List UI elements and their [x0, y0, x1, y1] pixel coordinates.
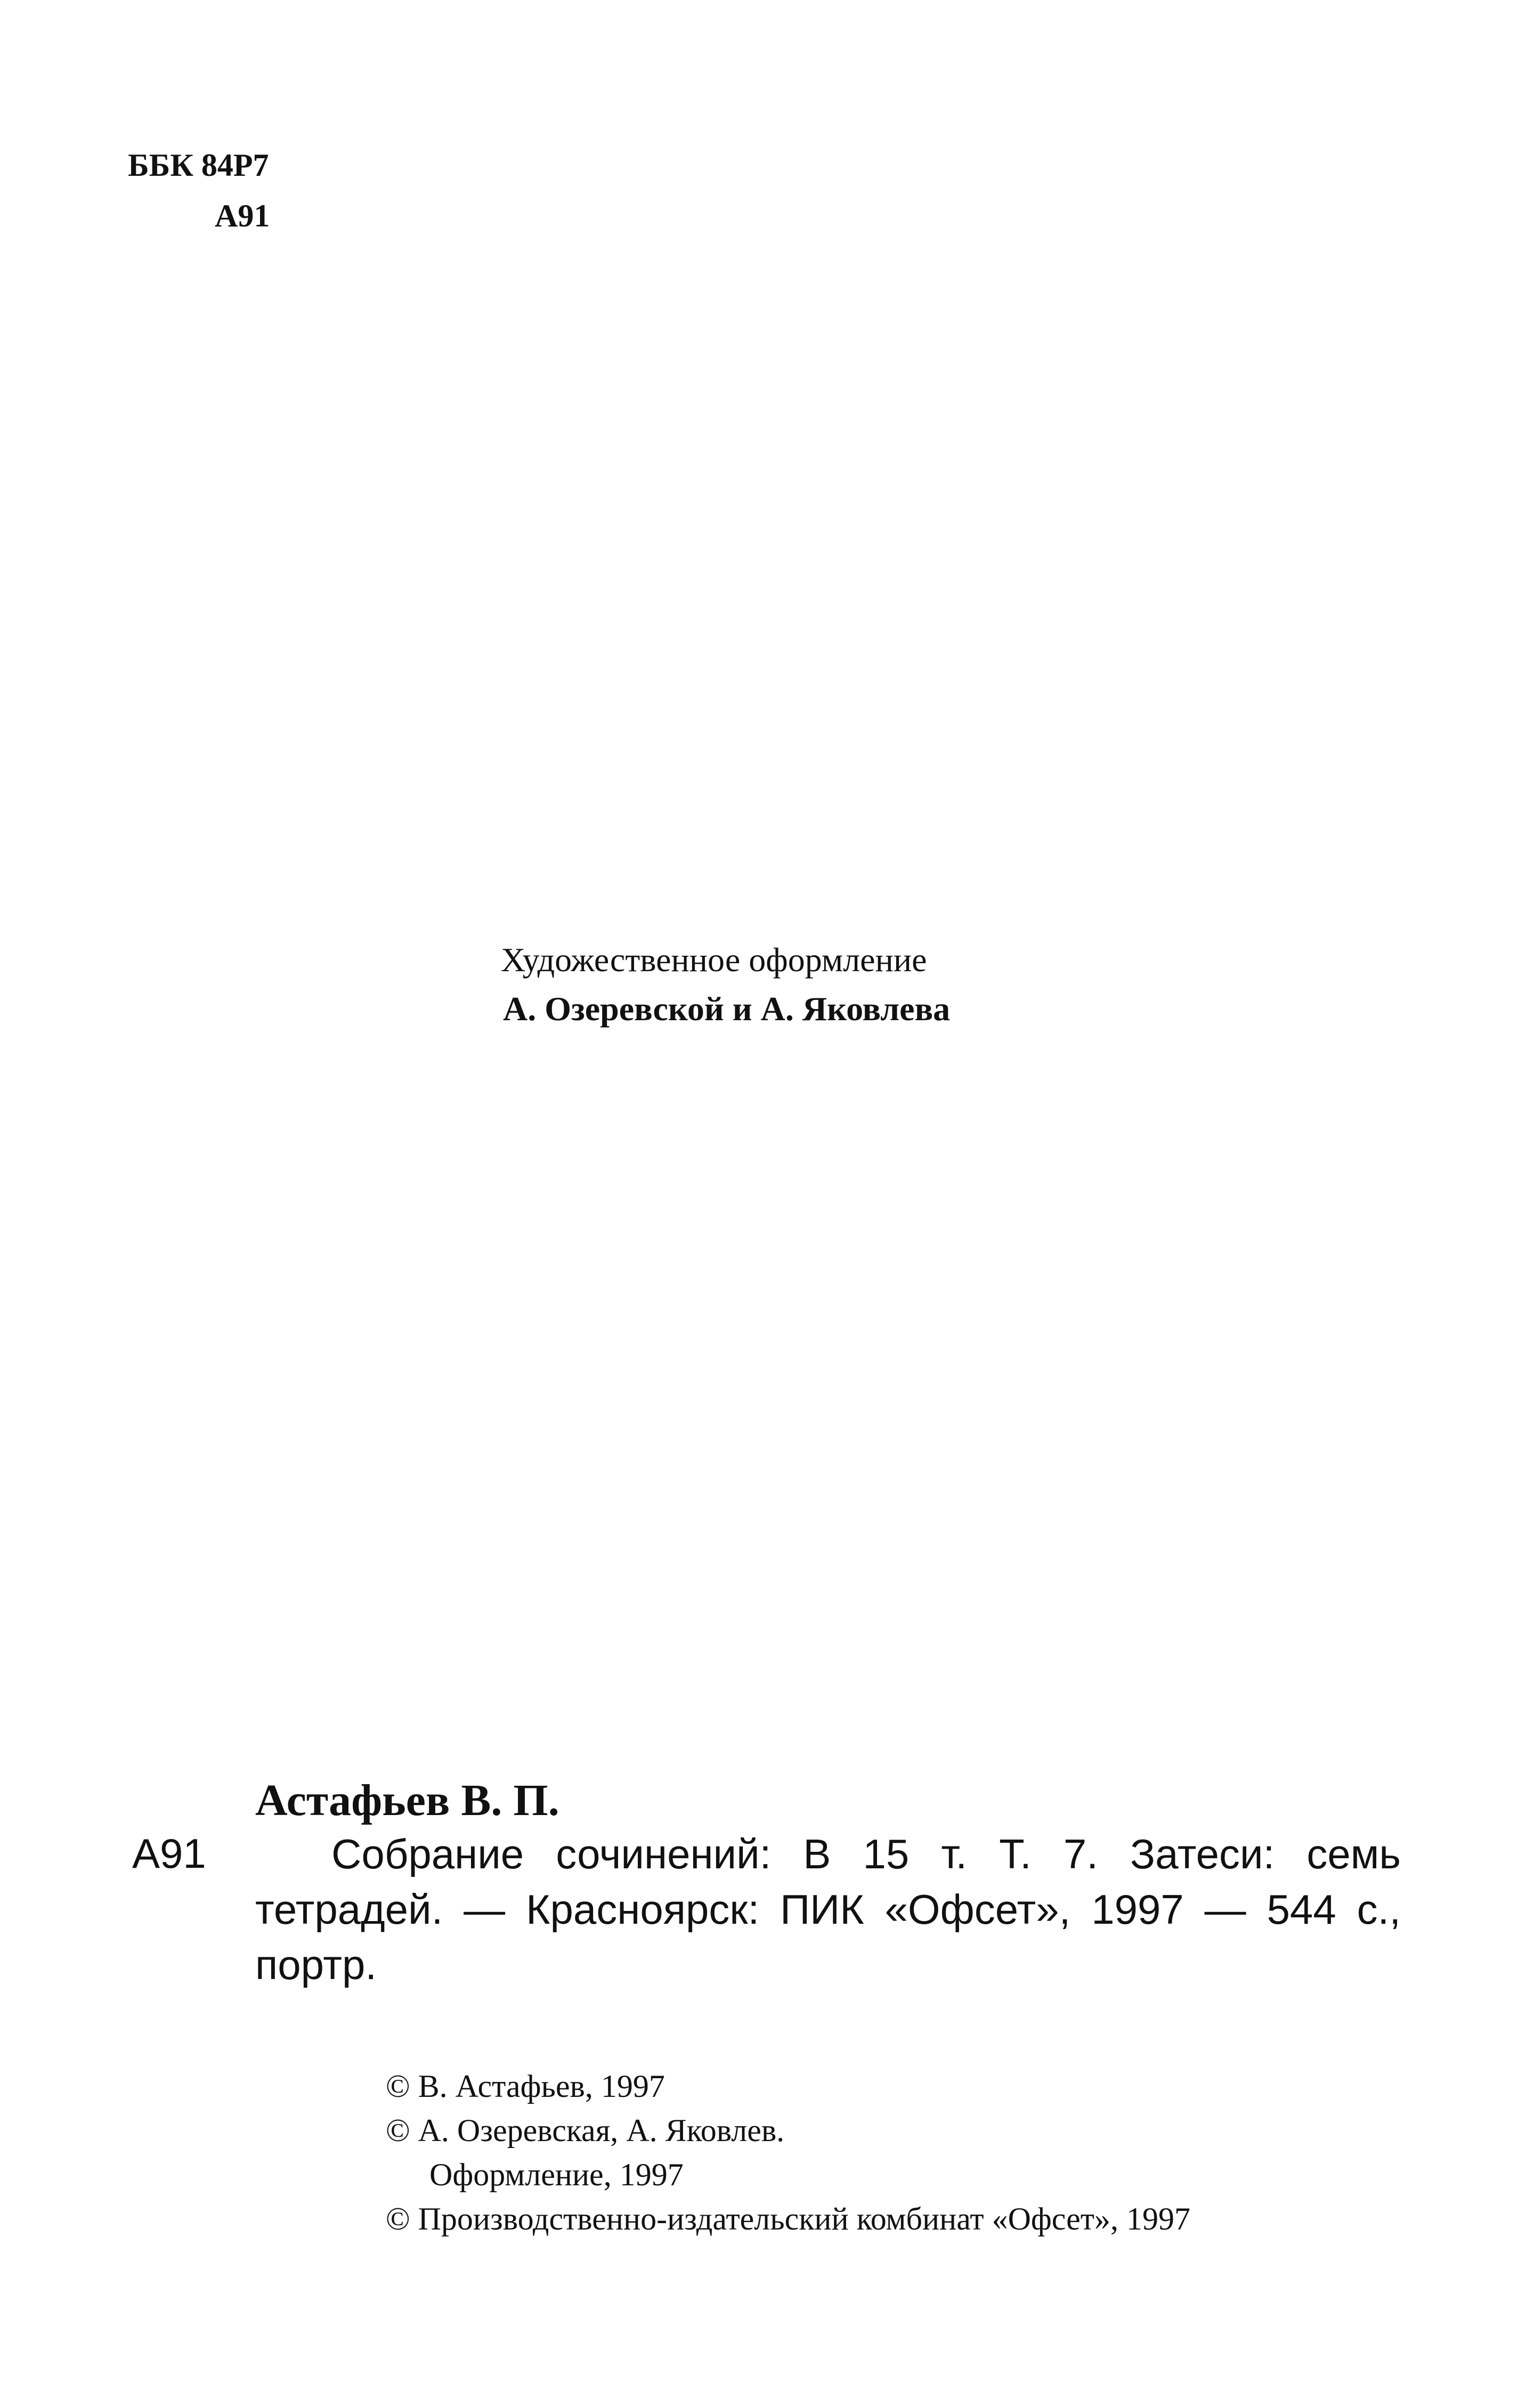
copyright-block: [386, 2064, 1190, 2241]
copyright-designers-subject: Оформление, 1997: [429, 2157, 684, 2192]
catalog-card-author: Астафьев В. П.: [255, 1776, 559, 1825]
bbk-author-mark: А91: [215, 198, 270, 233]
copyright-publisher: © Производственно-издательский комбинат «Офсет», 1997: [386, 2201, 1190, 2236]
design-credit-label: Художественное оформление: [501, 941, 927, 979]
bbk-code: ББК 84Р7: [128, 148, 269, 183]
copyright-author: © В. Астафьев, 1997: [386, 2069, 665, 2104]
catalog-card-description: Собрание сочинений: В 15 т. Т. 7. Затеси: семь тетрадей. — Красноярск: ПИК «Офсет», 1997 — 544 с., портр.: [255, 1831, 1401, 1988]
catalog-card-mark: А91: [132, 1830, 206, 1877]
design-credit-names: А. Озеревской и А. Яковлева: [503, 990, 951, 1028]
copyright-designers: © А. Озеревская, А. Яковлев.: [386, 2113, 785, 2148]
